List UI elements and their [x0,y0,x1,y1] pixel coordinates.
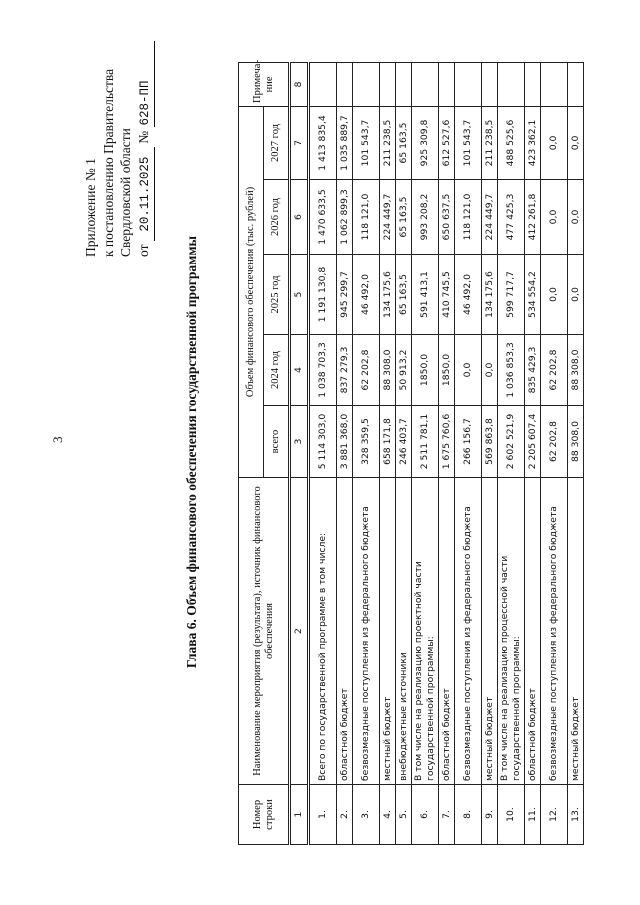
row-2026: 65 163,5 [396,180,412,255]
financing-table [238,62,584,845]
row-total: 569 863,8 [482,406,498,478]
row-number: 6. [412,785,439,845]
row-2027: 211 238,5 [380,106,396,179]
table-row [412,62,439,844]
row-2027: 0,0 [541,106,568,179]
row-note [439,62,455,106]
table-row [568,62,584,844]
row-name: местный бюджет [568,478,584,785]
row-number: 12. [541,785,568,845]
row-2025: 46 492,0 [353,255,380,335]
row-name: В том числе на реализацию проектной части государственной программы: [412,478,439,785]
row-2024: 1 038 703,3 [309,335,337,406]
row-name: В том числе на реализацию процессной части государственной программы: [498,478,525,785]
row-name: местный бюджет [482,478,498,785]
row-2024: 1 036 853,3 [498,335,525,406]
table-row [396,62,412,844]
decree-date: 20.11.2025 [137,147,156,241]
row-2024: 50 913,2 [396,335,412,406]
table-row [309,62,337,844]
row-number: 9. [482,785,498,845]
table-row [541,62,568,844]
appendix-region-line: Свердловской области [118,128,133,257]
table-body [290,62,584,844]
header-name: Наименование мероприятия (результата), источник финансового обеспечения [239,478,290,785]
row-note [568,62,584,106]
row-2026: 0,0 [541,180,568,255]
row-2024: 0,0 [482,335,498,406]
row-2026: 993 208,2 [412,180,439,255]
column-number: 8 [290,62,309,106]
row-2024: 62 202,8 [541,335,568,406]
row-number: 10. [498,785,525,845]
row-note [525,62,541,106]
row-2024: 1850,0 [412,335,439,406]
row-2026: 224 449,7 [380,180,396,255]
column-number: 3 [290,406,309,478]
row-2025: 534 554,2 [525,255,541,335]
number-label: № [135,130,151,144]
row-total: 2 511 781,1 [412,406,439,478]
row-name: безвозмездные поступления из федерального бюджета [541,478,568,785]
row-2027: 65 163,5 [396,106,412,179]
table-row [380,62,396,844]
row-2025: 1 191 130,8 [309,255,337,335]
row-total: 88 308,0 [568,406,584,478]
row-2027: 423 362,1 [525,106,541,179]
table-row [337,62,353,844]
column-number: 7 [290,106,309,179]
row-2027: 1 035 889,7 [337,106,353,179]
row-name: областной бюджет [337,478,353,785]
row-2026: 118 121,0 [353,180,380,255]
row-2024: 88 308,0 [568,335,584,406]
row-note [541,62,568,106]
row-2025: 65 163,5 [396,255,412,335]
row-number: 7. [439,785,455,845]
row-2025: 945 299,7 [337,255,353,335]
row-number: 1. [309,785,337,845]
header-2027: 2027 год [264,106,290,179]
column-number: 6 [290,180,309,255]
row-2026: 477 425,3 [498,180,525,255]
row-note [309,62,337,106]
row-number: 11. [525,785,541,845]
column-number: 2 [290,478,309,785]
row-name: областной бюджет [525,478,541,785]
row-number: 8. [455,785,482,845]
table-row [498,62,525,844]
row-note [482,62,498,106]
row-total: 328 359,5 [353,406,380,478]
row-2025: 0,0 [568,255,584,335]
chapter-title: Глава 6. Объем финансового обеспечения государственной программы [184,235,199,669]
row-2027: 925 309,8 [412,106,439,179]
row-2025: 134 175,6 [482,255,498,335]
table-row [455,62,482,844]
row-2026: 1 470 633,5 [309,180,337,255]
table-row [525,62,541,844]
row-total: 266 156,7 [455,406,482,478]
row-name: безвозмездные поступления из федерального бюджета [353,478,380,785]
table-row [482,62,498,844]
row-number: 4. [380,785,396,845]
row-2024: 0,0 [455,335,482,406]
row-name: безвозмездные поступления из федерального бюджета [455,478,482,785]
row-note [353,62,380,106]
column-number: 1 [290,785,309,845]
from-label: от [135,244,151,257]
appendix-title: Приложение № 1 [83,158,98,257]
column-numbers-row [290,62,309,844]
row-note [455,62,482,106]
row-2025: 599 717,7 [498,255,525,335]
row-2027: 1 413 835,4 [309,106,337,179]
header-volume-group: Объем финансового обеспечения (тыс. рублей) [239,106,264,477]
page-number: 3 [50,436,65,443]
header-note: Примеча-ние [239,62,290,106]
row-2025: 410 745,5 [439,255,455,335]
row-2026: 412 261,8 [525,180,541,255]
header-total: всего [264,406,290,478]
row-2024: 835 429,3 [525,335,541,406]
row-name: Всего по государственной программе в том числе: [309,478,337,785]
row-note [380,62,396,106]
row-number: 2. [337,785,353,845]
row-number: 13. [568,785,584,845]
row-2026: 118 121,0 [455,180,482,255]
table-row [439,62,455,844]
header-row-number: Номер строки [239,785,290,845]
row-2026: 650 637,5 [439,180,455,255]
row-note [337,62,353,106]
row-2027: 211 238,5 [482,106,498,179]
appendix-date-line [135,42,156,258]
row-2024: 88 308,0 [380,335,396,406]
row-total: 246 403,7 [396,406,412,478]
row-2024: 1850,0 [439,335,455,406]
row-2026: 224 449,7 [482,180,498,255]
row-number: 5. [396,785,412,845]
row-2025: 134 175,6 [380,255,396,335]
row-total: 62 202,8 [541,406,568,478]
row-2026: 0,0 [568,180,584,255]
header-2024: 2024 год [264,335,290,406]
row-2024: 837 279,3 [337,335,353,406]
row-2027: 101 543,7 [455,106,482,179]
row-name: местный бюджет [380,478,396,785]
row-total: 5 114 303,0 [309,406,337,478]
row-number: 3. [353,785,380,845]
appendix-header [82,42,155,258]
column-number: 4 [290,335,309,406]
row-note [412,62,439,106]
header-row-top [239,62,264,844]
row-note [396,62,412,106]
row-name: областной бюджет [439,478,455,785]
row-name: внебюджетные источники [396,478,412,785]
decree-number: 628-ПП [137,42,156,128]
column-number: 5 [290,255,309,335]
row-2027: 612 527,6 [439,106,455,179]
row-total: 1 675 760,6 [439,406,455,478]
row-2027: 0,0 [568,106,584,179]
row-note [498,62,525,106]
row-2027: 101 543,7 [353,106,380,179]
row-total: 658 171,8 [380,406,396,478]
header-2025: 2025 год [264,255,290,335]
row-total: 2 602 521,9 [498,406,525,478]
row-2025: 46 492,0 [455,255,482,335]
row-2024: 62 202,8 [353,335,380,406]
row-total: 2 205 607,4 [525,406,541,478]
row-total: 3 881 368,0 [337,406,353,478]
table-row [353,62,380,844]
appendix-decree-line: к постановлению Правительства [100,68,116,257]
row-2027: 488 525,6 [498,106,525,179]
row-2025: 0,0 [541,255,568,335]
header-2026: 2026 год [264,180,290,255]
row-2025: 591 413,1 [412,255,439,335]
row-2026: 1 062 899,3 [337,180,353,255]
